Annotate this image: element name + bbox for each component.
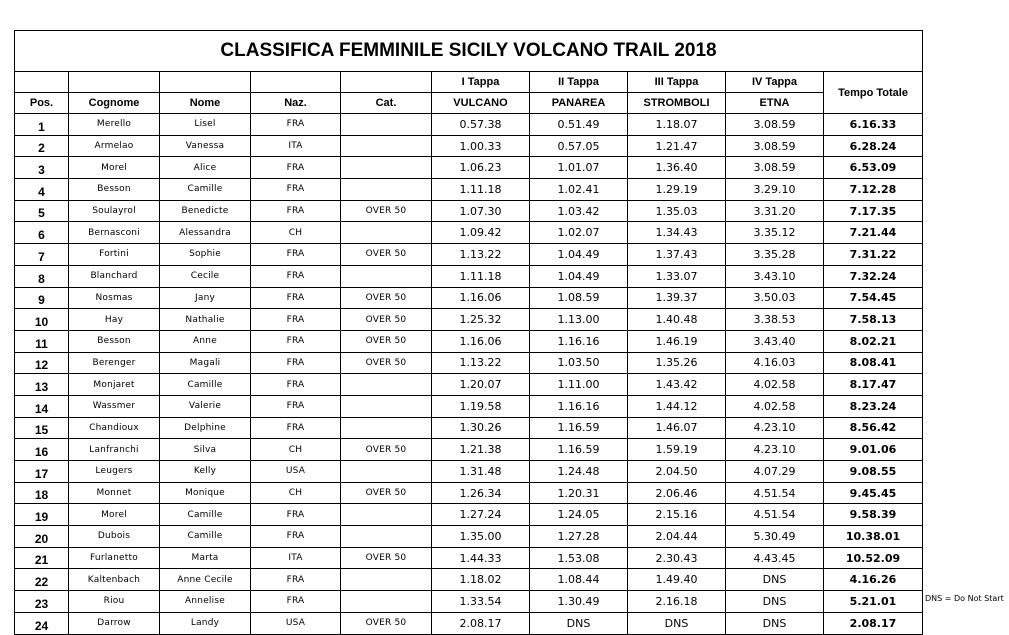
nationality-cell: FRA [251,244,341,266]
first-name-cell: Delphine [160,417,251,439]
position-cell: 4 [15,179,69,201]
stage1-time-cell: 1.07.30 [432,200,530,222]
table-row [15,135,923,157]
empty-header-cell [69,72,160,93]
category-cell: OVER 50 [341,309,432,331]
first-name-cell: Magali [160,352,251,374]
nationality-cell: FRA [251,526,341,548]
empty-header-cell [160,72,251,93]
nationality-cell: FRA [251,374,341,396]
stage2-time-cell: 1.53.08 [530,547,628,569]
category-cell [341,417,432,439]
stage1-time-cell: 1.31.48 [432,461,530,483]
stage4-time-cell: 4.23.10 [726,439,824,461]
category-cell [341,504,432,526]
position-cell: 20 [15,526,69,548]
position-cell: 10 [15,309,69,331]
total-time-cell: 7.21.44 [824,222,923,244]
total-time-cell: 6.53.09 [824,157,923,179]
surname-cell: Morel [69,157,160,179]
position-cell: 14 [15,395,69,417]
category-cell [341,135,432,157]
empty-header-cell [15,72,69,93]
surname-cell: Monjaret [69,374,160,396]
surname-cell: Morel [69,504,160,526]
nationality-cell: FRA [251,265,341,287]
first-name-cell: Camille [160,179,251,201]
stage3-time-cell: 1.35.03 [628,200,726,222]
category-cell [341,526,432,548]
nationality-cell: CH [251,482,341,504]
stage2-time-cell: 1.03.50 [530,352,628,374]
stage1-name: VULCANO [432,93,530,114]
nationality-cell: FRA [251,179,341,201]
category-cell [341,222,432,244]
position-cell: 19 [15,504,69,526]
first-name-cell: Valerie [160,395,251,417]
first-name-cell: Lisel [160,114,251,136]
stage2-time-cell: 1.24.48 [530,461,628,483]
first-name-cell: Annelise [160,591,251,613]
category-cell [341,591,432,613]
stage1-time-cell: 1.33.54 [432,591,530,613]
position-cell: 7 [15,244,69,266]
surname-cell: Monnet [69,482,160,504]
category-cell: OVER 50 [341,482,432,504]
results-body [15,114,923,635]
stage2-time-cell: 1.08.44 [530,569,628,591]
first-name-cell: Camille [160,504,251,526]
stage1-time-cell: 1.35.00 [432,526,530,548]
position-cell: 5 [15,200,69,222]
total-time-cell: 9.01.06 [824,439,923,461]
table-row [15,157,923,179]
stage1-time-cell: 1.13.22 [432,244,530,266]
stage2-time-cell: 1.08.59 [530,287,628,309]
position-cell: 12 [15,352,69,374]
first-name-cell: Marta [160,547,251,569]
stage3-time-cell: 2.15.16 [628,504,726,526]
position-cell: 8 [15,265,69,287]
nationality-cell: ITA [251,547,341,569]
stage4-time-cell: 3.35.12 [726,222,824,244]
total-time-cell: 9.45.45 [824,482,923,504]
pos-header: Pos. [15,93,69,114]
surname-cell: Chandioux [69,417,160,439]
stage3-time-cell: 1.40.48 [628,309,726,331]
position-cell: 2 [15,135,69,157]
stage1-time-cell: 1.26.34 [432,482,530,504]
nationality-cell: CH [251,439,341,461]
total-time-cell: 9.08.55 [824,461,923,483]
results-table [14,30,923,635]
position-cell: 6 [15,222,69,244]
table-title: CLASSIFICA FEMMINILE SICILY VOLCANO TRAIL 2018 [15,31,923,72]
surname-cell: Merello [69,114,160,136]
stage2-time-cell: 1.11.00 [530,374,628,396]
stage1-time-cell: 0.57.38 [432,114,530,136]
stage1-time-cell: 1.16.06 [432,330,530,352]
stage2-time-cell: 1.20.31 [530,482,628,504]
stage4-time-cell: 3.43.10 [726,265,824,287]
table-row [15,547,923,569]
stage3-time-cell: 1.46.19 [628,330,726,352]
first-name-cell: Cecile [160,265,251,287]
stage2-time-cell: 1.02.07 [530,222,628,244]
stage3-time-cell: 1.43.42 [628,374,726,396]
table-row [15,482,923,504]
stage1-time-cell: 1.27.24 [432,504,530,526]
stage1-time-cell: 1.09.42 [432,222,530,244]
surname-cell: Nosmas [69,287,160,309]
stage3-time-cell: 1.44.12 [628,395,726,417]
table-row [15,330,923,352]
stage3-time-cell: 1.39.37 [628,287,726,309]
total-time-cell: 6.28.24 [824,135,923,157]
column-header-row [15,93,923,114]
stage2-time-cell: 1.16.59 [530,417,628,439]
table-row [15,461,923,483]
stage3-time-cell: 1.34.43 [628,222,726,244]
table-row [15,569,923,591]
surname-cell: Besson [69,330,160,352]
surname-cell: Fortini [69,244,160,266]
stage2-time-cell: 1.30.49 [530,591,628,613]
total-time-cell: 8.23.24 [824,395,923,417]
stage4-time-cell: 3.35.28 [726,244,824,266]
stage2-time-cell: 1.13.00 [530,309,628,331]
nationality-cell: FRA [251,417,341,439]
stage3-time-cell: DNS [628,612,726,634]
stage4-time-cell: 4.43.45 [726,547,824,569]
position-cell: 13 [15,374,69,396]
nationality-cell: FRA [251,200,341,222]
nationality-cell: FRA [251,330,341,352]
stage4-time-cell: 4.23.10 [726,417,824,439]
table-row [15,265,923,287]
nationality-cell: ITA [251,135,341,157]
stage1-time-cell: 1.44.33 [432,547,530,569]
category-cell: OVER 50 [341,200,432,222]
total-time-cell: 4.16.26 [824,569,923,591]
total-time-cell: 8.17.47 [824,374,923,396]
total-time-cell: 8.56.42 [824,417,923,439]
first-name-cell: Alice [160,157,251,179]
stage2-time-cell: 1.24.05 [530,504,628,526]
first-name-cell: Benedicte [160,200,251,222]
first-name-cell: Jany [160,287,251,309]
stage1-time-cell: 1.30.26 [432,417,530,439]
total-time-cell: 5.21.01 [824,591,923,613]
stage1-title: I Tappa [432,72,530,93]
stage2-time-cell: 1.03.42 [530,200,628,222]
table-row [15,612,923,634]
position-cell: 11 [15,330,69,352]
first-name-cell: Camille [160,374,251,396]
stage3-time-cell: 1.35.26 [628,352,726,374]
first-name-cell: Vanessa [160,135,251,157]
category-cell: OVER 50 [341,330,432,352]
dns-legend-note: DNS = Do Not Start [925,594,1004,603]
category-cell: OVER 50 [341,352,432,374]
stage4-time-cell: 3.08.59 [726,157,824,179]
category-cell: OVER 50 [341,439,432,461]
stage4-time-cell: DNS [726,612,824,634]
stage2-title: II Tappa [530,72,628,93]
total-time-cell: 7.32.24 [824,265,923,287]
stage1-time-cell: 1.20.07 [432,374,530,396]
empty-header-cell [341,72,432,93]
stage4-title: IV Tappa [726,72,824,93]
stage1-time-cell: 1.25.32 [432,309,530,331]
category-cell [341,395,432,417]
total-time-cell: 7.58.13 [824,309,923,331]
nationality-cell: FRA [251,504,341,526]
empty-header-cell [251,72,341,93]
surname-cell: Berenger [69,352,160,374]
stage4-time-cell: 4.02.58 [726,374,824,396]
stage1-time-cell: 1.00.33 [432,135,530,157]
nationality-header: Naz. [251,93,341,114]
name-header: Nome [160,93,251,114]
stage3-time-cell: 1.59.19 [628,439,726,461]
position-cell: 16 [15,439,69,461]
table-row [15,504,923,526]
first-name-cell: Anne [160,330,251,352]
total-time-cell: 7.12.28 [824,179,923,201]
category-cell: OVER 50 [341,612,432,634]
nationality-cell: USA [251,612,341,634]
table-row [15,591,923,613]
category-cell [341,461,432,483]
stage3-time-cell: 1.37.43 [628,244,726,266]
stage2-time-cell: 1.01.07 [530,157,628,179]
stage2-time-cell: DNS [530,612,628,634]
surname-cell: Soulayrol [69,200,160,222]
total-time-cell: 7.31.22 [824,244,923,266]
stage1-time-cell: 1.11.18 [432,265,530,287]
table-row [15,244,923,266]
nationality-cell: CH [251,222,341,244]
table-row [15,374,923,396]
stage3-time-cell: 2.04.44 [628,526,726,548]
surname-cell: Darrow [69,612,160,634]
surname-cell: Besson [69,179,160,201]
first-name-cell: Alessandra [160,222,251,244]
stage1-time-cell: 1.16.06 [432,287,530,309]
first-name-cell: Nathalie [160,309,251,331]
stage4-time-cell: DNS [726,569,824,591]
surname-cell: Furlanetto [69,547,160,569]
table-row [15,114,923,136]
stage4-time-cell: DNS [726,591,824,613]
total-time-cell: 10.38.01 [824,526,923,548]
surname-cell: Leugers [69,461,160,483]
stage4-time-cell: 3.31.20 [726,200,824,222]
position-cell: 24 [15,612,69,634]
nationality-cell: FRA [251,157,341,179]
stage3-time-cell: 2.06.46 [628,482,726,504]
table-row [15,526,923,548]
nationality-cell: FRA [251,395,341,417]
total-time-cell: 2.08.17 [824,612,923,634]
nationality-cell: FRA [251,591,341,613]
surname-cell: Riou [69,591,160,613]
stage2-time-cell: 1.27.28 [530,526,628,548]
category-cell: OVER 50 [341,244,432,266]
position-cell: 15 [15,417,69,439]
first-name-cell: Kelly [160,461,251,483]
position-cell: 17 [15,461,69,483]
stage4-time-cell: 3.08.59 [726,114,824,136]
stage2-time-cell: 0.51.49 [530,114,628,136]
stage3-title: III Tappa [628,72,726,93]
table-row [15,179,923,201]
stage3-name: STROMBOLI [628,93,726,114]
stage2-time-cell: 1.16.16 [530,395,628,417]
stage3-time-cell: 1.18.07 [628,114,726,136]
stage1-time-cell: 1.21.38 [432,439,530,461]
stage2-time-cell: 1.04.49 [530,244,628,266]
category-cell [341,179,432,201]
position-cell: 3 [15,157,69,179]
stage3-time-cell: 2.04.50 [628,461,726,483]
stage4-time-cell: 4.07.29 [726,461,824,483]
stage4-time-cell: 5.30.49 [726,526,824,548]
total-time-cell: 7.17.35 [824,200,923,222]
stage2-time-cell: 0.57.05 [530,135,628,157]
total-time-cell: 10.52.09 [824,547,923,569]
table-row [15,417,923,439]
stage2-time-cell: 1.16.59 [530,439,628,461]
surname-cell: Wassmer [69,395,160,417]
table-row [15,222,923,244]
stage4-time-cell: 3.29.10 [726,179,824,201]
surname-header: Cognome [69,93,160,114]
position-cell: 23 [15,591,69,613]
total-time-header: Tempo Totale [824,72,923,114]
stage-title-row [15,72,923,93]
stage3-time-cell: 1.33.07 [628,265,726,287]
surname-cell: Blanchard [69,265,160,287]
stage4-time-cell: 4.02.58 [726,395,824,417]
stage3-time-cell: 1.21.47 [628,135,726,157]
stage4-time-cell: 3.43.40 [726,330,824,352]
surname-cell: Lanfranchi [69,439,160,461]
total-time-cell: 9.58.39 [824,504,923,526]
stage1-time-cell: 1.11.18 [432,179,530,201]
stage4-time-cell: 4.51.54 [726,504,824,526]
surname-cell: Armelao [69,135,160,157]
table-row [15,439,923,461]
total-time-cell: 7.54.45 [824,287,923,309]
surname-cell: Kaltenbach [69,569,160,591]
first-name-cell: Silva [160,439,251,461]
stage1-time-cell: 1.13.22 [432,352,530,374]
stage1-time-cell: 2.08.17 [432,612,530,634]
surname-cell: Bernasconi [69,222,160,244]
position-cell: 21 [15,547,69,569]
stage3-time-cell: 2.16.18 [628,591,726,613]
first-name-cell: Anne Cecile [160,569,251,591]
category-cell [341,157,432,179]
stage2-time-cell: 1.04.49 [530,265,628,287]
position-cell: 18 [15,482,69,504]
category-cell [341,374,432,396]
nationality-cell: FRA [251,114,341,136]
total-time-cell: 8.08.41 [824,352,923,374]
category-cell: OVER 50 [341,287,432,309]
total-time-cell: 8.02.21 [824,330,923,352]
total-time-cell: 6.16.33 [824,114,923,136]
position-cell: 1 [15,114,69,136]
stage2-time-cell: 1.02.41 [530,179,628,201]
table-row [15,200,923,222]
stage4-time-cell: 3.50.03 [726,287,824,309]
surname-cell: Hay [69,309,160,331]
position-cell: 9 [15,287,69,309]
stage2-name: PANAREA [530,93,628,114]
first-name-cell: Sophie [160,244,251,266]
stage1-time-cell: 1.18.02 [432,569,530,591]
nationality-cell: FRA [251,287,341,309]
stage3-time-cell: 1.29.19 [628,179,726,201]
stage3-time-cell: 1.36.40 [628,157,726,179]
stage4-time-cell: 4.16.03 [726,352,824,374]
position-cell: 22 [15,569,69,591]
stage4-time-cell: 3.08.59 [726,135,824,157]
stage1-time-cell: 1.19.58 [432,395,530,417]
first-name-cell: Camille [160,526,251,548]
table-row [15,395,923,417]
nationality-cell: FRA [251,309,341,331]
nationality-cell: FRA [251,352,341,374]
category-header: Cat. [341,93,432,114]
stage1-time-cell: 1.06.23 [432,157,530,179]
table-row [15,352,923,374]
category-cell [341,265,432,287]
first-name-cell: Landy [160,612,251,634]
table-row [15,309,923,331]
stage4-time-cell: 3.38.53 [726,309,824,331]
table-row [15,287,923,309]
category-cell [341,114,432,136]
nationality-cell: FRA [251,569,341,591]
category-cell [341,569,432,591]
category-cell: OVER 50 [341,547,432,569]
stage3-time-cell: 2.30.43 [628,547,726,569]
stage3-time-cell: 1.46.07 [628,417,726,439]
surname-cell: Dubois [69,526,160,548]
stage2-time-cell: 1.16.16 [530,330,628,352]
nationality-cell: USA [251,461,341,483]
stage4-name: ETNA [726,93,824,114]
first-name-cell: Monique [160,482,251,504]
stage3-time-cell: 1.49.40 [628,569,726,591]
stage4-time-cell: 4.51.54 [726,482,824,504]
